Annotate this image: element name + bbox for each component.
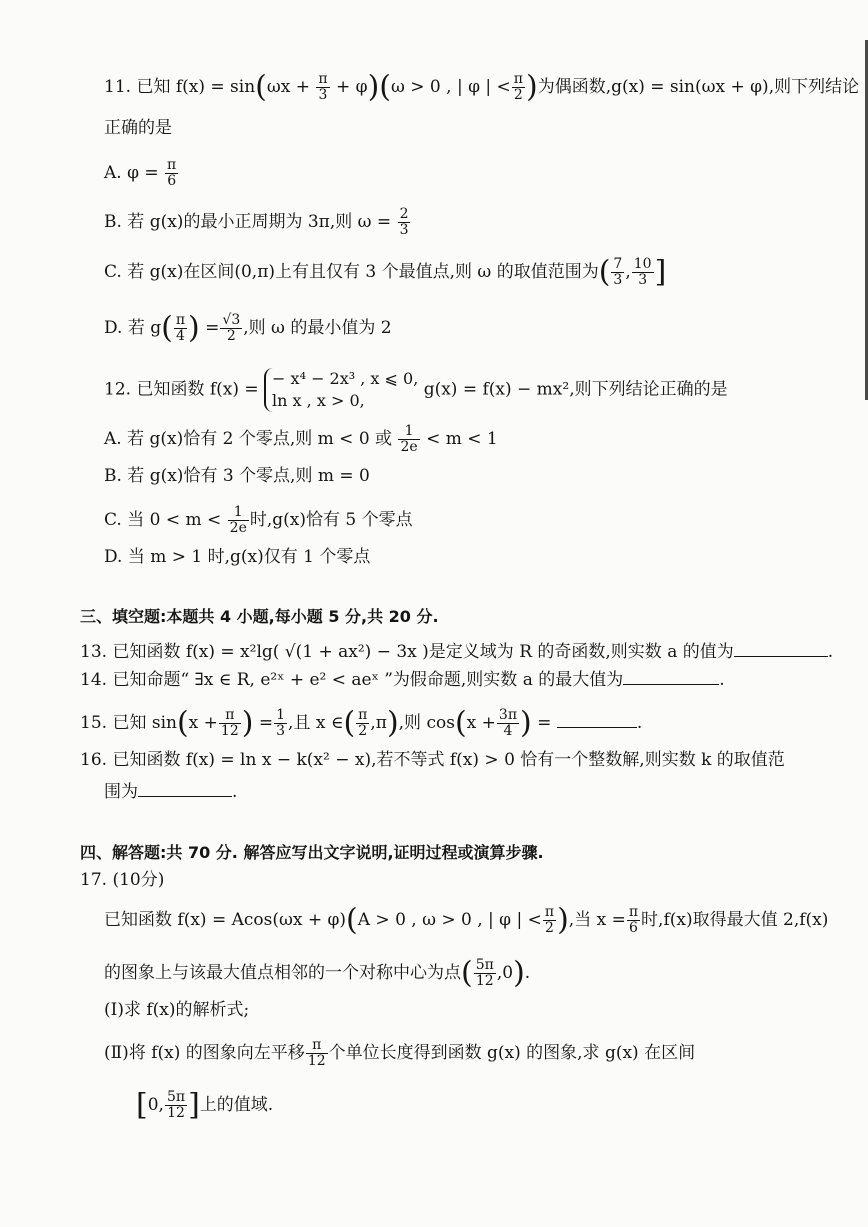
q16-line2 (104, 780, 237, 804)
period: . (524, 963, 531, 983)
frac (306, 1038, 328, 1069)
q17-line1 (104, 902, 829, 938)
frac-den: 3 (638, 272, 648, 288)
frac-den: 2 (513, 87, 523, 103)
frac (274, 708, 287, 739)
interval-start: 0, (147, 1095, 164, 1115)
q17-part-2 (104, 1038, 695, 1069)
frac-num: √3 (222, 312, 241, 328)
frac (356, 708, 369, 739)
frac (165, 1090, 187, 1121)
frac-den: 6 (167, 173, 177, 189)
q14-text: 14. 已知命题“ ∃x ∈ R, e²ˣ + e² < aeˣ ”为假命题,则实数 a 的最大值为 (80, 670, 624, 690)
q12-text: 12. 已知函数 f(x) = (104, 379, 259, 400)
period: . (636, 713, 643, 733)
piecewise-cases (264, 368, 418, 412)
q11-option-c (104, 254, 667, 290)
frac (611, 257, 624, 288)
comma: , (625, 262, 631, 282)
paren-close: ) (386, 705, 399, 741)
q11-text2: ,则下列结论 (768, 77, 860, 97)
q17-text3: 时,f(x)取得最大值 2,f(x) (641, 910, 829, 930)
q12-option-a (104, 424, 498, 455)
case-1: − x⁴ − 2x³ , x ⩽ 0, (272, 369, 419, 388)
frac (219, 708, 241, 739)
q11-frac-pi2 (512, 72, 525, 103)
q16-line1: 16. 已知函数 f(x) = ln x − k(x² − x),若不等式 f(x) > 0 恰有一个整数解,则实数 k 的取值范 (80, 750, 785, 770)
bracket-open: [ (136, 1087, 148, 1123)
paren-open: ( (461, 955, 473, 991)
q17-cond: A > 0 , ω > 0 , | φ | < (357, 910, 542, 930)
q17-part-1: (Ⅰ)求 f(x)的解析式; (104, 1000, 250, 1020)
bracket-close: ] (188, 1087, 200, 1123)
frac-den: 2e (400, 439, 418, 455)
frac-den: 2e (229, 520, 247, 536)
q15-text3: ,则 cos (398, 713, 455, 733)
case-2: ln x , x > 0, (272, 391, 365, 410)
q15 (80, 705, 643, 741)
period: . (232, 782, 238, 802)
q17-text2: ,当 x = (568, 910, 626, 930)
option-text2: 时,g(x)恰有 5 个零点 (249, 510, 413, 530)
frac-den: 6 (628, 920, 638, 936)
section-4-heading: 四、解答题:共 70 分. 解答应写出文字说明,证明过程或演算步骤. (80, 843, 544, 862)
frac-den: 3 (276, 723, 286, 739)
frac-num: π (175, 312, 186, 328)
answer-blank[interactable] (138, 780, 232, 797)
paren-close: ) (188, 310, 200, 346)
q17-text: 已知函数 f(x) = Acos(ωx + φ) (104, 910, 347, 930)
frac (398, 424, 419, 455)
q11-stem-line2: 正确的是 (104, 118, 172, 138)
paren-close: ) (367, 69, 380, 105)
frac-den: 12 (475, 973, 494, 989)
period: . (827, 642, 834, 662)
frac (474, 958, 496, 989)
q12-option-b: B. 若 g(x)恰有 3 个零点,则 m = 0 (104, 466, 370, 486)
frac (220, 313, 242, 344)
paren-open: ( (598, 254, 611, 290)
frac-num: 1 (398, 424, 419, 440)
q13-text: 13. 已知函数 f(x) = x²lg( √(1 + ax²) − 3x )是定义域为 R 的奇函数,则实数 a 的值为 (80, 642, 734, 662)
q11-option-a (104, 158, 179, 189)
frac (165, 158, 178, 189)
frac-num: 10 (633, 256, 652, 272)
frac-den: 2 (545, 920, 554, 936)
frac-num: 5π (475, 957, 494, 973)
frac-num: π (306, 1038, 328, 1054)
frac-num: 3π (498, 707, 518, 723)
q11-arg2: + φ (330, 77, 368, 97)
frac-den: 12 (220, 723, 239, 739)
q17-text: 的图象上与该最大值点相邻的一个对称中心为点 (104, 963, 461, 983)
q11-text: 为偶函数, (537, 77, 612, 97)
q17-heading: 17. (10分) (80, 870, 165, 890)
q11-func: f(x) = sin (175, 77, 256, 97)
frac-den: 2 (358, 723, 368, 739)
q11-cond: ω > 0 , | φ | < (391, 77, 511, 97)
q13 (80, 640, 833, 664)
frac-num: π (167, 157, 177, 173)
paren-open: ( (176, 705, 189, 741)
paren-close: ) (525, 69, 538, 105)
equals: = (199, 318, 220, 338)
q11-number: 11. 已知 (104, 77, 171, 97)
q16-text: 围为 (104, 782, 138, 802)
option-text: D. 若 g (104, 318, 162, 338)
frac-num: π (318, 71, 328, 87)
equals: = (253, 713, 274, 733)
paren-open: ( (161, 310, 173, 346)
paren-close: ) (557, 902, 569, 938)
frac (497, 708, 519, 739)
frac-num: 2 (399, 206, 409, 222)
frac-den: 2 (226, 328, 236, 344)
q17-part-2-interval (136, 1087, 274, 1123)
q15-text: 15. 已知 sin (80, 713, 177, 733)
q14 (80, 668, 725, 692)
option-text: C. 若 g(x)在区间(0,π)上有且仅有 3 个最值点,则 ω 的取值范围为 (104, 262, 599, 282)
frac-den: 3 (318, 87, 328, 103)
frac-num: 5π (166, 1089, 186, 1105)
q17-text2: 个单位长度得到函数 g(x) 的图象,求 g(x) 在区间 (328, 1043, 696, 1063)
frac-num: 1 (228, 505, 249, 521)
q11-g: g(x) = sin(ωx + φ) (611, 77, 769, 97)
bracket-close: ] (654, 254, 667, 290)
q17-point: ,0 (496, 963, 514, 983)
period: . (719, 670, 725, 690)
q11-frac-pi3 (316, 72, 329, 103)
option-text: A. φ = (104, 163, 159, 183)
paren-open: ( (379, 69, 392, 105)
frac-num: 7 (613, 256, 623, 272)
q15-arg2: x + (466, 713, 496, 733)
paren-open: ( (255, 69, 267, 105)
frac-den: 3 (399, 222, 409, 238)
option-text2: ,则 ω 的最小值为 2 (243, 318, 392, 338)
frac-den: 4 (503, 723, 513, 739)
answer-blank[interactable] (557, 711, 637, 728)
q11-arg: ωx + (266, 77, 316, 97)
frac (632, 257, 654, 288)
paren-open: ( (454, 705, 467, 741)
answer-blank[interactable] (734, 640, 828, 657)
paren-open: ( (346, 902, 358, 938)
option-text: A. 若 g(x)恰有 2 个零点,则 m < 0 或 (104, 429, 393, 449)
answer-blank[interactable] (623, 668, 719, 685)
q11-option-b (104, 207, 411, 238)
q17-line2 (104, 955, 531, 991)
frac-num: π (513, 71, 523, 87)
frac (627, 905, 640, 936)
frac-num: π (544, 904, 555, 920)
q12-stem (104, 368, 728, 412)
q15-text2: ,且 x ∈ (288, 713, 344, 733)
paren-open: ( (343, 705, 356, 741)
frac (398, 207, 411, 238)
section-3-heading: 三、填空题:本题共 4 小题,每小题 5 分,共 20 分. (80, 607, 439, 626)
frac-den: 12 (307, 1053, 326, 1069)
frac-num: π (358, 707, 368, 723)
q11-stem (104, 69, 860, 105)
q11-option-d (104, 310, 392, 346)
option-text: C. 当 0 < m < (104, 510, 222, 530)
frac-den: 12 (167, 1105, 185, 1121)
q15-arg: x + (188, 713, 218, 733)
option-text2: < m < 1 (426, 429, 498, 449)
q15-interval: ,π (370, 713, 387, 733)
frac (228, 505, 249, 536)
frac-den: 4 (175, 328, 185, 344)
option-text: B. 若 g(x)的最小正周期为 3π,则 ω = (104, 212, 392, 232)
equals: = (531, 713, 552, 733)
frac (543, 905, 556, 936)
q12-option-c (104, 505, 413, 536)
frac-num: π (219, 708, 241, 724)
q17-text3: 上的值域. (199, 1095, 274, 1115)
frac-num: 1 (276, 707, 286, 723)
q17-text: (Ⅱ)将 f(x) 的图象向左平移 (104, 1043, 305, 1063)
frac (174, 313, 187, 344)
paren-close: ) (241, 705, 254, 741)
q12-option-d: D. 当 m > 1 时,g(x)仅有 1 个零点 (104, 547, 371, 567)
paren-close: ) (513, 955, 525, 991)
frac-num: π (628, 904, 639, 920)
frac-den: 3 (613, 272, 623, 288)
paren-close: ) (520, 705, 532, 741)
q12-text2: g(x) = f(x) − mx²,则下列结论正确的是 (423, 379, 728, 400)
